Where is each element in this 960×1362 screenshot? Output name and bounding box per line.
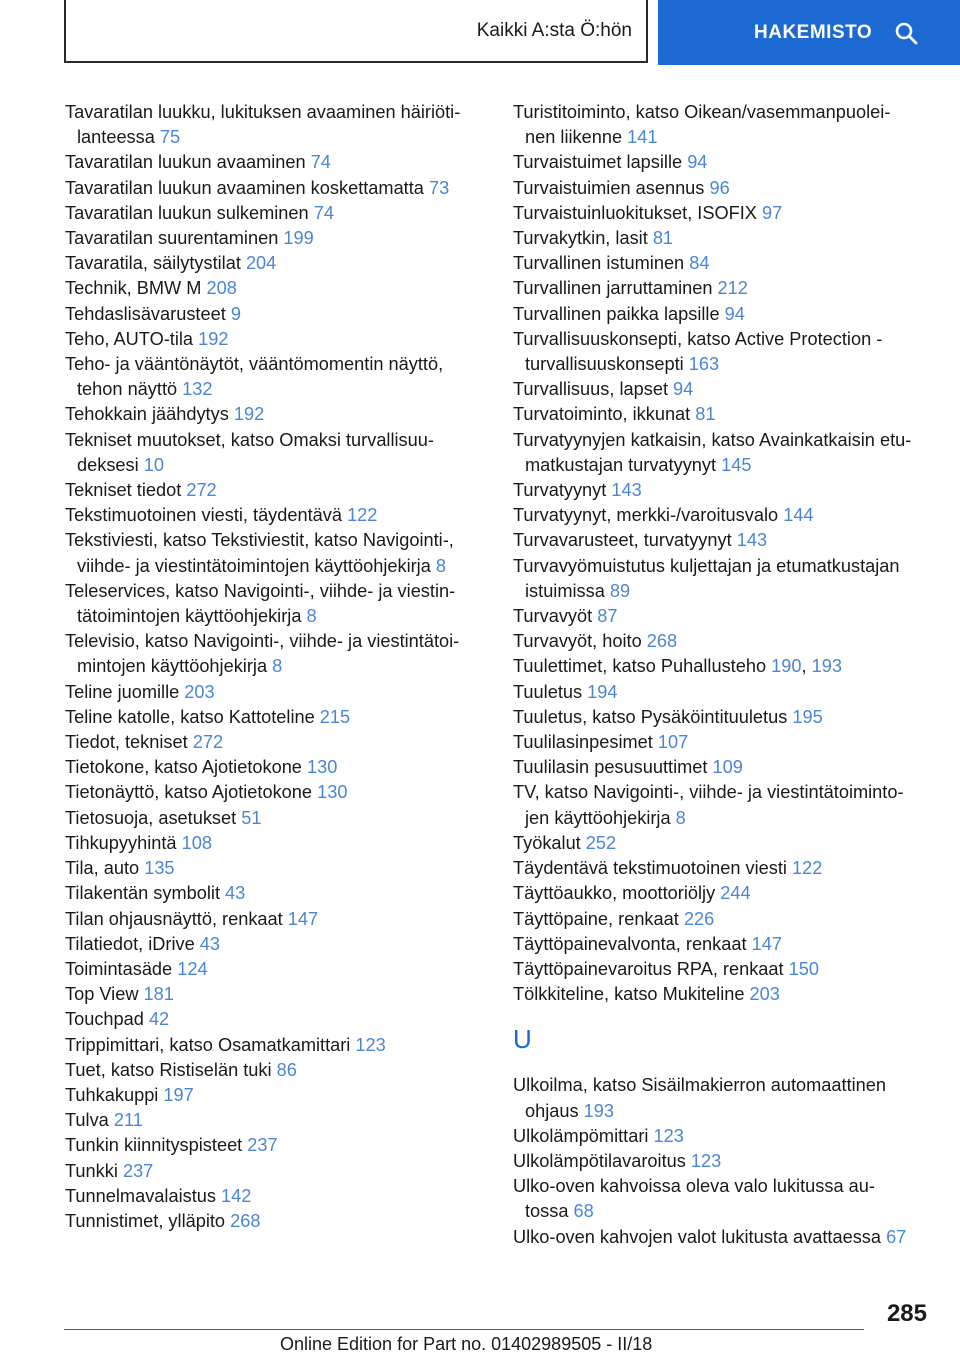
index-entry-text: Turvaistuimien asennus [513, 177, 710, 198]
index-entry [65, 150, 485, 175]
index-entry-text: Turvaistuimet lapsille [513, 152, 688, 173]
index-entry [513, 654, 933, 679]
page-reference-link[interactable]: 192 [233, 404, 265, 425]
page-reference-link[interactable]: 81 [652, 228, 674, 249]
index-entry [65, 982, 485, 1007]
index-entry-text: istuimissa [525, 580, 610, 601]
index-entry-text: Turvatoiminto, ikkunat [513, 404, 696, 425]
index-entry [65, 100, 485, 150]
page-reference-link[interactable]: 135 [144, 858, 175, 879]
page-reference-link[interactable]: 8 [306, 606, 317, 627]
page-reference-link[interactable]: 124 [177, 958, 208, 979]
index-entry-text: nen liikenne [525, 127, 628, 148]
index-entry [65, 276, 485, 301]
page-reference-link[interactable]: 226 [683, 908, 715, 929]
index-entry-text: Tehokkain jäähdytys [65, 404, 234, 425]
footer-divider [64, 1329, 864, 1330]
index-entry [513, 1073, 933, 1123]
page-reference-link[interactable]: 141 [627, 127, 658, 148]
index-entry-text: Tunkki [65, 1160, 123, 1181]
index-entry-text: Tekniset tiedot [65, 480, 187, 501]
tab-index-search-label: HAKEMISTO [754, 21, 873, 43]
page-reference-link[interactable]: 252 [585, 832, 617, 853]
index-entry [513, 1149, 933, 1174]
index-entry [513, 503, 933, 528]
page-reference-link[interactable]: 8 [675, 807, 686, 828]
page-reference-link[interactable]: 272 [186, 480, 217, 501]
index-entry [513, 1225, 933, 1250]
page-reference-link[interactable]: 87 [597, 606, 618, 627]
index-entry [65, 1133, 485, 1158]
index-entry-text: Ulkolämpömittari [513, 1125, 654, 1146]
index-entry-text: Tuet, katso Ristiselän tuki [65, 1059, 277, 1080]
index-entry-text: Tekniset muutokset, katso Omaksi turvallisuu- [65, 429, 434, 450]
index-entry-text: turvallisuuskonsepti [525, 354, 689, 375]
index-entry [65, 302, 485, 327]
index-entry [65, 428, 485, 478]
index-entry-text: Toimintasäde [65, 958, 178, 979]
index-entry-text: Tuulettimet, katso Puhallusteho [513, 656, 772, 677]
page-reference-link[interactable]: 190 [771, 656, 802, 677]
index-entry-text: Turvakytkin, lasit [513, 228, 653, 249]
index-entry [65, 780, 485, 805]
index-entry [65, 957, 485, 982]
index-entry [65, 755, 485, 780]
index-column-right [513, 100, 933, 1250]
index-entry-text: Turvavyömuistutus kuljettajan ja etumatkustajan [513, 555, 900, 576]
page-reference-link[interactable]: 68 [573, 1201, 594, 1222]
page-reference-link[interactable]: 203 [749, 984, 780, 1005]
page-reference-link[interactable]: 96 [709, 177, 730, 198]
index-entry-text: Tulva [65, 1110, 114, 1131]
page-reference-link[interactable]: 244 [720, 883, 751, 904]
index-entry-text: Tekstimuotoinen viesti, täydentävä [65, 505, 348, 526]
page-reference-link[interactable]: 89 [609, 580, 631, 601]
index-entry-text: lanteessa [77, 127, 160, 148]
index-entry-text: Ulko-oven kahvojen valot lukitusta avattaessa [513, 1226, 887, 1247]
page-number: 285 [886, 1300, 927, 1327]
index-entry-text: Tuuletus [513, 681, 588, 702]
index-entry [513, 856, 933, 881]
page-reference-link[interactable]: 147 [287, 908, 319, 929]
page-reference-link[interactable]: 181 [143, 984, 174, 1005]
index-entry-text: Turvavyöt [513, 606, 598, 627]
index-entry-text: deksesi [77, 454, 144, 475]
index-entry [513, 276, 933, 301]
index-entry-text: Televisio, katso Navigointi-, viihde- ja viestintätoi- [65, 631, 460, 652]
page-reference-link[interactable]: 43 [199, 933, 220, 954]
page-reference-link[interactable]: 74 [310, 152, 331, 173]
index-entry-text: Tunnelmavalaistus [65, 1185, 222, 1206]
page-reference-link[interactable]: 268 [230, 1210, 261, 1231]
page-reference-link[interactable]: 42 [148, 1009, 170, 1030]
page-reference-link[interactable]: 8 [435, 555, 446, 576]
page-reference-link[interactable]: 122 [347, 505, 378, 526]
index-entry-text: tätoimintojen käyttöohjekirja [77, 606, 307, 627]
page-reference-link[interactable]: 272 [192, 732, 224, 753]
page-reference-link[interactable]: 67 [886, 1226, 907, 1247]
index-entry [513, 629, 933, 654]
index-entry-text: Työkalut [513, 832, 586, 853]
index-entry [513, 705, 933, 730]
index-entry [513, 881, 933, 906]
index-entry-text: Turvaistuinluokitukset, ISOFIX [513, 202, 762, 223]
index-entry-text: Tilan ohjausnäyttö, renkaat [65, 908, 288, 929]
index-entry-text: Tuuletus, katso Pysäköintituuletus [513, 706, 793, 727]
index-entry [65, 629, 485, 679]
index-entry [65, 1209, 485, 1234]
index-entry [65, 932, 485, 957]
index-entry [513, 251, 933, 276]
index-entry [65, 1058, 485, 1083]
page-reference-link[interactable]: 193 [583, 1100, 615, 1121]
index-entry [65, 1159, 485, 1184]
index-entry-text: Tekstiviesti, katso Tekstiviestit, katso Navigointi-, [65, 530, 454, 551]
index-entry [513, 932, 933, 957]
index-column-left [65, 100, 485, 1234]
index-entry-text: Ulkolämpötilavaroitus [513, 1150, 691, 1171]
index-entry [65, 705, 485, 730]
page-reference-link[interactable]: 150 [788, 958, 820, 979]
page-reference-separator: , [801, 656, 812, 677]
index-entry [513, 680, 933, 705]
index-entry-text: Turvallinen jarruttaminen [513, 278, 718, 299]
index-entry-text: matkustajan turvatyynyt [525, 454, 722, 475]
index-entry [513, 982, 933, 1007]
page-reference-link[interactable]: 192 [198, 328, 229, 349]
tab-a-to-z[interactable] [64, 0, 648, 63]
page-reference-link[interactable]: 94 [687, 152, 708, 173]
page-reference-link[interactable]: 123 [355, 1034, 386, 1055]
index-entry-text: tehon näyttö [77, 379, 183, 400]
index-entry [513, 402, 933, 427]
page-reference-link[interactable]: 208 [206, 278, 237, 299]
index-entry-text: Turvatyynyjen katkaisin, katso Avainkatkaisin etu- [513, 429, 912, 450]
page-reference-link[interactable]: 199 [283, 228, 314, 249]
index-entry-text: Tuulilasinpesimet [513, 732, 658, 753]
index-entry-text: Täyttöpaine, renkaat [513, 908, 684, 929]
index-entry [65, 1083, 485, 1108]
index-entry-text: Tilatiedot, iDrive [65, 933, 200, 954]
index-entry-text: Turvallinen istuminen [513, 253, 690, 274]
index-entry-text: Täyttöaukko, moottoriöljy [513, 883, 721, 904]
page-reference-link[interactable]: 108 [181, 832, 212, 853]
page-reference-link[interactable]: 145 [721, 454, 752, 475]
page-reference-link[interactable]: 194 [587, 681, 618, 702]
page-reference-link[interactable]: 268 [646, 631, 678, 652]
index-entry [65, 1007, 485, 1032]
index-entry [513, 554, 933, 604]
index-section-u [513, 1073, 933, 1249]
page-reference-link[interactable]: 237 [247, 1135, 278, 1156]
page-reference-link[interactable]: 8 [272, 656, 283, 677]
index-entry [513, 150, 933, 175]
tab-index-search[interactable] [658, 0, 960, 65]
top-navigation [0, 0, 960, 68]
page-reference-link[interactable]: 143 [611, 480, 642, 501]
index-entry [65, 680, 485, 705]
page-reference-link[interactable]: 74 [313, 202, 334, 223]
index-entry-text: Turvavarusteet, turvatyynyt [513, 530, 737, 551]
index-entry [65, 806, 485, 831]
index-entry-text: Technik, BMW M [65, 278, 207, 299]
page-reference-link[interactable]: 195 [792, 706, 823, 727]
page-reference-link[interactable]: 73 [428, 177, 450, 198]
index-entry [65, 478, 485, 503]
index-entry-text: Tiedot, tekniset [65, 732, 193, 753]
index-entry-text: Täyttöpainevalvonta, renkaat [513, 933, 752, 954]
index-entry-text: Teline katolle, katso Kattoteline [65, 706, 320, 727]
index-entry [513, 201, 933, 226]
index-entry-text: Täyttöpainevaroitus RPA, renkaat [513, 958, 789, 979]
index-entry [513, 1124, 933, 1149]
index-entry-text: Tila, auto [65, 858, 145, 879]
index-entry [65, 327, 485, 352]
index-entry [65, 831, 485, 856]
page-reference-link[interactable]: 81 [695, 404, 716, 425]
index-entry [513, 831, 933, 856]
index-entry [65, 856, 485, 881]
page-reference-link[interactable]: 132 [182, 379, 213, 400]
index-entry [513, 327, 933, 377]
index-entry-text: Trippimittari, katso Osamatkamittari [65, 1034, 356, 1055]
index-entry [513, 377, 933, 402]
index-entry-text: Teho, AUTO-tila [65, 328, 199, 349]
index-entry [65, 881, 485, 906]
index-entry-text: mintojen käyttöohjekirja [77, 656, 273, 677]
index-entry [513, 226, 933, 251]
page-reference-link[interactable]: 237 [122, 1160, 154, 1181]
index-entry-text: Tavaratilan luukku, lukituksen avaaminen häiriöti- [65, 102, 461, 122]
index-entry-text: Touchpad [65, 1009, 149, 1030]
index-entry [513, 604, 933, 629]
index-entry [65, 907, 485, 932]
index-entry-text: Turvallisuus, lapset [513, 379, 674, 400]
page-reference-link[interactable]: 94 [673, 379, 694, 400]
page-reference-link[interactable]: 123 [653, 1125, 684, 1146]
index-entry-text: Tietosuoja, asetukset [65, 807, 242, 828]
page-reference-link[interactable]: 144 [783, 505, 814, 526]
index-entry [65, 1184, 485, 1209]
index-entry-text: TV, katso Navigointi-, viihde- ja viestintätoiminto- [513, 782, 904, 803]
index-entry-text: Turvallinen paikka lapsille [513, 303, 725, 324]
search-icon [894, 21, 918, 45]
index-entry [513, 528, 933, 553]
page-reference-link[interactable]: 9 [230, 303, 241, 324]
index-entry [513, 780, 933, 830]
index-entry-text: Tavaratila, säilytystilat [65, 253, 246, 274]
page-reference-link[interactable]: 204 [245, 253, 277, 274]
index-entry [65, 579, 485, 629]
page-reference-link[interactable]: 142 [221, 1185, 252, 1206]
page-reference-link[interactable]: 211 [113, 1110, 143, 1131]
index-entry-text: Tavaratilan luukun avaaminen koskettamatta [65, 177, 429, 198]
page-reference-link[interactable]: 197 [163, 1084, 194, 1105]
index-entry-text: Turvavyöt, hoito [513, 631, 647, 652]
page-reference-link[interactable]: 130 [306, 757, 338, 778]
page-reference-link[interactable]: 109 [712, 757, 743, 778]
index-entry-text: Tietonäyttö, katso Ajotietokone [65, 782, 318, 803]
page-reference-link[interactable]: 51 [241, 807, 262, 828]
index-entry [513, 428, 933, 478]
index-entry [513, 1174, 933, 1224]
page-reference-link[interactable]: 147 [751, 933, 782, 954]
index-entry [513, 907, 933, 932]
index-entry-text: Tavaratilan luukun sulkeminen [65, 202, 314, 223]
index-entry-text: Tölkkiteline, katso Mukiteline [513, 984, 750, 1005]
index-entry-text: Turvatyynyt [513, 480, 612, 501]
index-entry [513, 302, 933, 327]
index-entry [513, 755, 933, 780]
index-entry [513, 176, 933, 201]
index-entry-text: Teho- ja vääntönäytöt, vääntömomentin näyttö, [65, 354, 444, 375]
index-entry [65, 1108, 485, 1133]
index-entry-text: Tietokone, katso Ajotietokone [65, 757, 307, 778]
page-reference-link[interactable]: 75 [159, 127, 181, 148]
tab-a-to-z-label: Kaikki A:sta Ö:hön [476, 19, 632, 41]
index-entry [513, 100, 933, 150]
page-reference-link[interactable]: 84 [689, 253, 710, 274]
page-reference-link[interactable]: 215 [319, 706, 351, 727]
index-entry-text: Tuulilasin pesusuuttimet [513, 757, 713, 778]
index-entry [65, 251, 485, 276]
page-reference-link[interactable]: 123 [690, 1150, 722, 1171]
page-reference-link[interactable]: 193 [811, 656, 842, 677]
index-entry-text: Tuhkakuppi [65, 1084, 164, 1105]
index-entry [513, 730, 933, 755]
index-entry [65, 730, 485, 755]
index-entry [65, 201, 485, 226]
page-reference-link[interactable]: 94 [724, 303, 745, 324]
index-entry [65, 528, 485, 578]
index-entry-text: Tihkupyyhintä [65, 832, 182, 853]
page-reference-link[interactable]: 97 [762, 202, 783, 223]
index-entry [65, 503, 485, 528]
index-entry-text: Turvallisuuskonsepti, katso Active Protection - [513, 328, 883, 349]
page-reference-link[interactable]: 122 [792, 858, 823, 879]
index-entry-text: Tilakentän symbolit [65, 883, 226, 904]
page-reference-link[interactable]: 203 [184, 681, 215, 702]
page-reference-link[interactable]: 143 [736, 530, 768, 551]
page-reference-link[interactable]: 86 [276, 1059, 297, 1080]
index-entry-text: Turvatyynyt, merkki-/varoitusvalo [513, 505, 784, 526]
index-entry-text: Tavaratilan suurentaminen [65, 228, 284, 249]
index-entry-text: Teleservices, katso Navigointi-, viihde- ja viestin- [65, 580, 456, 601]
index-entry-text: Tunkin kiinnityspisteet [65, 1135, 248, 1156]
page-reference-link[interactable]: 43 [225, 883, 246, 904]
index-entry [65, 402, 485, 427]
index-entry-text: Top View [65, 984, 144, 1005]
index-entry-text: ohjaus [525, 1100, 584, 1121]
index-entry-text: Teline juomille [65, 681, 185, 702]
index-entry-text: tossa [525, 1201, 574, 1222]
index-entry-text: Ulkoilma, katso Sisäilmakierron automaattinen [513, 1075, 887, 1096]
page-reference-link[interactable]: 107 [657, 732, 689, 753]
footer-edition: Online Edition for Part no. 01402989505 - II/18 [280, 1334, 653, 1354]
index-entry [513, 478, 933, 503]
index-entry-text: Tavaratilan luukun avaaminen [65, 152, 311, 173]
index-entry-text: Turistitoiminto, katso Oikean/vasemmanpuolei- [513, 102, 891, 122]
index-entry-text: Tehdaslisävarusteet [65, 303, 231, 324]
section-letter-heading: U [513, 1024, 532, 1055]
index-entry-text: Täydentävä tekstimuotoinen viesti [513, 858, 793, 879]
index-section-t-continued [513, 100, 933, 1007]
index-entry [65, 226, 485, 251]
page-reference-link[interactable]: 130 [317, 782, 348, 803]
page-reference-link[interactable]: 163 [688, 354, 720, 375]
index-entry [513, 957, 933, 982]
index-entry [65, 352, 485, 402]
page-reference-link[interactable]: 10 [143, 454, 164, 475]
index-entry-text: viihde- ja viestintätoimintojen käyttöohjekirja [77, 555, 436, 576]
index-entry-text: Ulko-oven kahvoissa oleva valo lukitussa au- [513, 1176, 875, 1197]
page-reference-link[interactable]: 212 [717, 278, 748, 299]
index-entry-text: Tunnistimet, ylläpito [65, 1210, 231, 1231]
index-entry [65, 176, 485, 201]
index-entry-text: jen käyttöohjekirja [525, 807, 676, 828]
index-entry [65, 1033, 485, 1058]
